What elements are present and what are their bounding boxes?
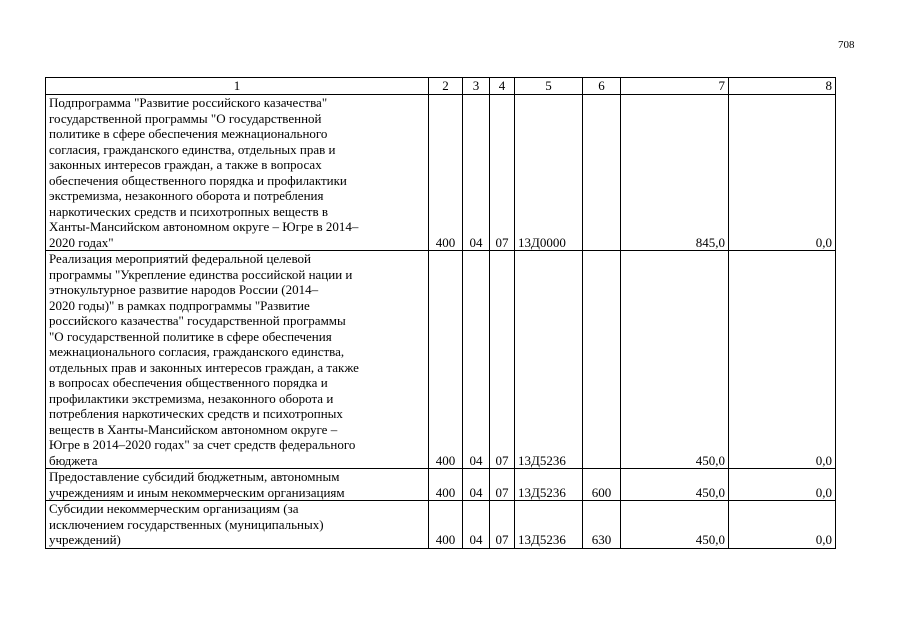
description-line: Подпрограмма "Развитие российского казачества" <box>49 95 328 110</box>
code-cell-c2: 400 <box>429 469 463 501</box>
description-line: веществ в Ханты-Мансийском автономном округе – <box>49 421 338 437</box>
description-line: российского казачества" государственной программы <box>49 313 346 328</box>
budget-table <box>45 77 836 549</box>
code-cell-c4: 07 <box>490 469 515 501</box>
description-line: 2020 годах" <box>49 234 114 250</box>
code-cell-c6: 630 <box>583 501 621 549</box>
description-line: учреждений) <box>49 532 121 547</box>
description-line: согласия, гражданского единства, отдельных прав и <box>49 141 336 157</box>
description-line: программы "Укрепление единства российской нации и <box>49 266 353 282</box>
code-cell-c4: 07 <box>490 251 515 469</box>
page-number: 708 <box>838 39 855 51</box>
description-line: Реализация мероприятий федеральной целевой <box>49 251 311 266</box>
header-cell: 6 <box>583 78 621 95</box>
table-row <box>46 95 836 251</box>
description-cell <box>46 469 429 501</box>
description-line: 2020 годы)" в рамках подпрограммы "Развитие <box>49 297 310 313</box>
description-line: профилактики экстремизма, незаконного оборота и <box>49 390 334 406</box>
code-cell-c7: 845,0 <box>621 95 729 251</box>
description-line: государственной программы "О государственной <box>49 110 322 126</box>
description-line: "О государственной политике в сфере обеспечения <box>49 328 332 344</box>
description-line: Югре в 2014–2020 годах" за счет средств федерального <box>49 437 356 452</box>
table-row <box>46 501 836 549</box>
code-cell-c2: 400 <box>429 251 463 469</box>
code-cell-c7: 450,0 <box>621 501 729 549</box>
description-line: в вопросах обеспечения общественного порядка и <box>49 375 328 390</box>
description-cell <box>46 251 429 469</box>
description-line: Предоставление субсидий бюджетным, автономным <box>49 469 340 484</box>
description-line: Субсидии некоммерческим организациям (за <box>49 501 299 516</box>
code-cell-c6 <box>583 251 621 469</box>
code-cell-c3: 04 <box>463 95 490 251</box>
header-cell: 5 <box>515 78 583 95</box>
code-cell-c2: 400 <box>429 501 463 549</box>
description-line: потребления наркотических средств и психотропных <box>49 406 343 421</box>
description-line: политике в сфере обеспечения межнационального <box>49 126 328 141</box>
code-cell-c6 <box>583 95 621 251</box>
description-line: Ханты-Мансийском автономном округе – Югре в 2014– <box>49 219 359 234</box>
table-row <box>46 469 836 501</box>
description-line: учреждениям и иным некоммерческим организациям <box>49 484 345 500</box>
code-cell-c8: 0,0 <box>729 95 836 251</box>
description-line: отдельных прав и законных интересов граждан, а также <box>49 359 359 375</box>
description-line: экстремизма, незаконного оборота и потребления <box>49 188 324 203</box>
code-cell-c5: 13Д0000 <box>515 95 583 251</box>
description-line: межнационального согласия, гражданского единства, <box>49 344 345 359</box>
code-cell-c8: 0,0 <box>729 469 836 501</box>
code-cell-c3: 04 <box>463 251 490 469</box>
code-cell-c7: 450,0 <box>621 469 729 501</box>
header-cell: 8 <box>729 78 836 95</box>
code-cell-c4: 07 <box>490 501 515 549</box>
table-header-row <box>46 78 836 95</box>
code-cell-c5: 13Д5236 <box>515 251 583 469</box>
description-line: бюджета <box>49 452 98 468</box>
code-cell-c3: 04 <box>463 501 490 549</box>
description-line: законных интересов граждан, а также в вопросах <box>49 157 322 172</box>
code-cell-c7: 450,0 <box>621 251 729 469</box>
code-cell-c4: 07 <box>490 95 515 251</box>
code-cell-c5: 13Д5236 <box>515 469 583 501</box>
table-row <box>46 251 836 469</box>
header-cell: 3 <box>463 78 490 95</box>
code-cell-c5: 13Д5236 <box>515 501 583 549</box>
description-cell <box>46 95 429 251</box>
code-cell-c8: 0,0 <box>729 251 836 469</box>
code-cell-c8: 0,0 <box>729 501 836 549</box>
code-cell-c6: 600 <box>583 469 621 501</box>
header-cell: 4 <box>490 78 515 95</box>
header-cell: 2 <box>429 78 463 95</box>
header-cell: 7 <box>621 78 729 95</box>
description-line: этнокультурное развитие народов России (2014– <box>49 282 319 297</box>
header-cell: 1 <box>46 78 429 95</box>
code-cell-c3: 04 <box>463 469 490 501</box>
description-line: наркотических средств и психотропных веществ в <box>49 203 328 219</box>
code-cell-c2: 400 <box>429 95 463 251</box>
description-cell <box>46 501 429 549</box>
description-line: обеспечения общественного порядка и профилактики <box>49 172 347 188</box>
description-line: исключением государственных (муниципальных) <box>49 516 324 532</box>
